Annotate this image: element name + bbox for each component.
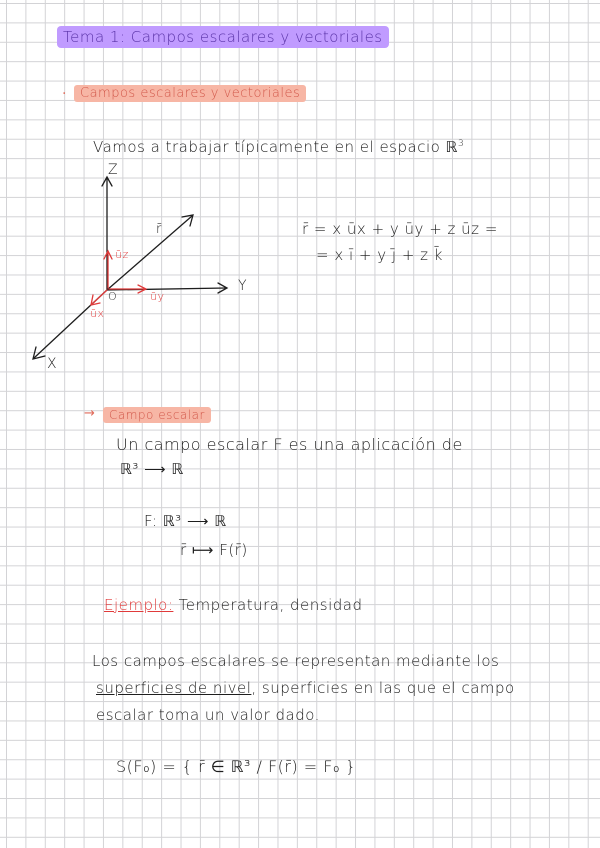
- section-bullet: ·: [62, 86, 67, 102]
- position-formula-line2: = x ī + y j̄ + z k̄: [316, 246, 443, 264]
- page-title: Tema 1: Campos escalares y vectoriales: [57, 26, 389, 48]
- level-set-formula: S(F₀) = { r̄ ∈ ℝ³ / F(r̄) = F₀ }: [116, 757, 357, 776]
- unit-z-label: ūz: [115, 248, 129, 261]
- y-axis-label: Y: [238, 278, 248, 294]
- z-axis-label: Z: [108, 162, 119, 178]
- paragraph-line2-rest: , superficies en las que el campo: [251, 679, 515, 697]
- subsection-heading: Campo escalar: [103, 407, 211, 423]
- definition-line1: Un campo escalar F es una aplicación de: [116, 435, 463, 454]
- intro-text-body: Vamos a trabajar típicamente en el espacio ℝ: [93, 138, 458, 156]
- intro-text-exponent: 3: [457, 139, 465, 149]
- definition-line2: ℝ³ ⟶ ℝ: [120, 460, 184, 478]
- example-text: Temperatura, densidad: [173, 596, 363, 614]
- position-formula-line1: r̄ = x ūx + y ūy + z ūz =: [302, 220, 498, 238]
- example-line: [104, 596, 363, 614]
- example-label: Ejemplo:: [104, 596, 174, 614]
- origin-label: O: [108, 290, 118, 303]
- unit-x-line: [92, 290, 107, 304]
- position-vector-label: r̄: [156, 222, 162, 237]
- paragraph-line1: Los campos escalares se representan mediante los: [92, 652, 500, 670]
- paragraph-line2: [96, 679, 515, 697]
- subsection-arrow: →: [84, 406, 95, 421]
- mapping-line2: r̄ ⟼ F(r̄): [180, 541, 248, 559]
- axes-diagram: [20, 160, 280, 380]
- mapping-line1: F: ℝ³ ⟶ ℝ: [144, 512, 227, 530]
- unit-x-label: ūx: [90, 307, 105, 320]
- section-heading: Campos escalares y vectoriales: [74, 85, 306, 102]
- level-surfaces-term: superficies de nivel: [96, 679, 252, 697]
- x-axis-label: X: [47, 356, 58, 372]
- paragraph-line3: escalar toma un valor dado.: [96, 706, 320, 724]
- intro-text: [93, 138, 464, 156]
- unit-y-label: ūy: [150, 290, 165, 303]
